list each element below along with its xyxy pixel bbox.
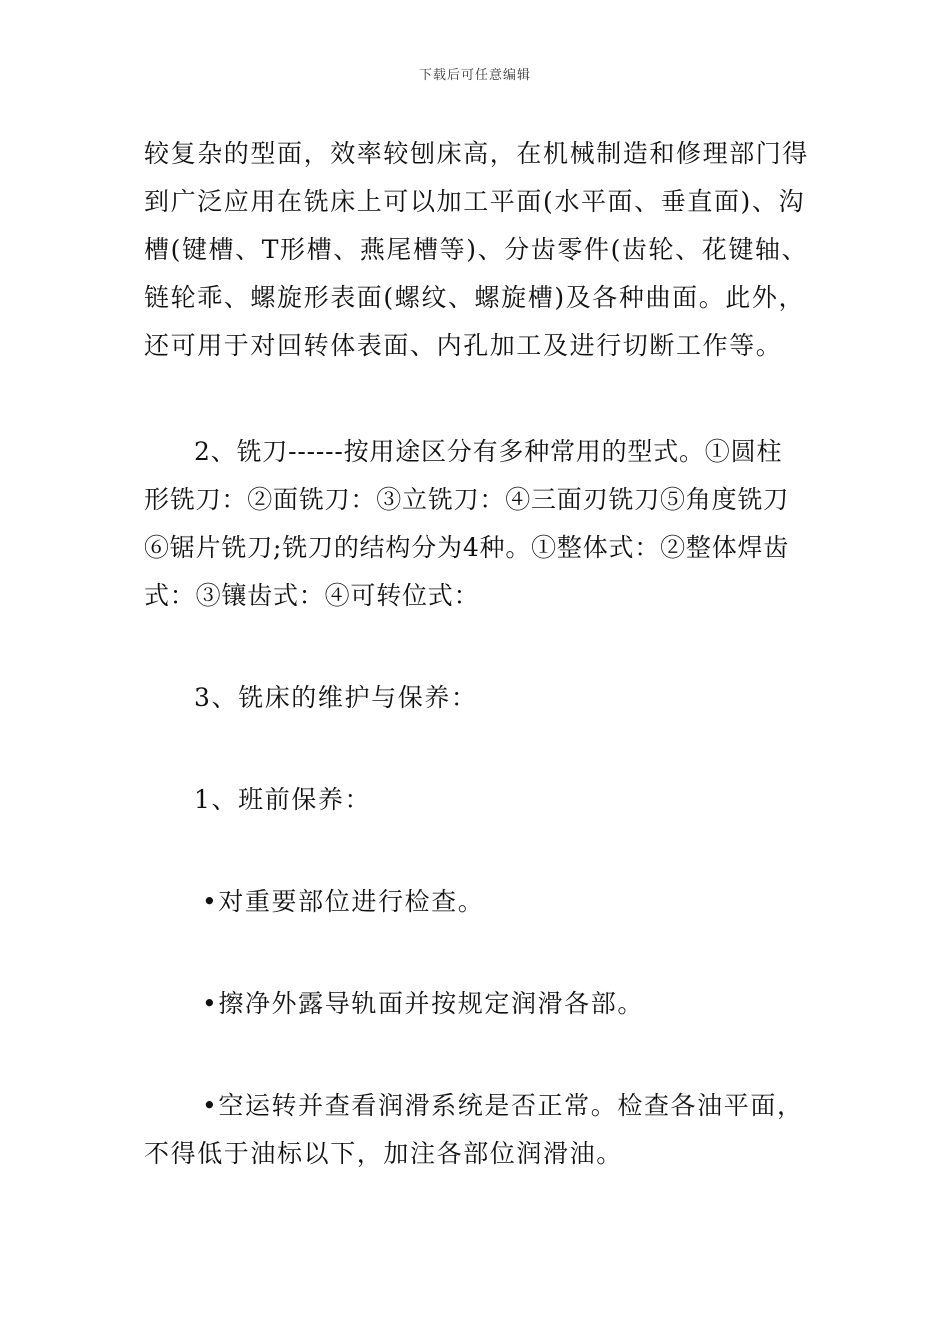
text-line: ⑥锯片铣刀;铣刀的结构分为4种。①整体式：②整体焊齿 bbox=[144, 533, 790, 562]
bullet-item bbox=[144, 878, 809, 926]
text-line: 2、铣刀------按用途区分有多种常用的型式。①圆柱 bbox=[194, 437, 783, 466]
text-line: 1、班前保养： bbox=[194, 785, 372, 814]
text-line: 链轮乖、螺旋形表面(螺纹、螺旋槽)及各种曲面。此外， bbox=[144, 283, 806, 312]
text-line: •擦净外露导轨面并按规定润滑各部。 bbox=[202, 989, 644, 1018]
document-body bbox=[144, 130, 809, 1178]
text-line: 不得低于油标以下，加注各部位润滑油。 bbox=[144, 1139, 623, 1168]
text-line: 3、铣床的维护与保养： bbox=[194, 683, 478, 712]
text-line: 式：③镶齿式：④可转位式： bbox=[144, 581, 480, 610]
paragraph-milling-cutters bbox=[144, 428, 809, 620]
text-line: 槽(键槽、T形槽、燕尾槽等)、分齿零件(齿轮、花键轴、 bbox=[144, 235, 809, 264]
text-line: 形铣刀：②面铣刀：③立铣刀：④三面刃铣刀⑤角度铣刀 bbox=[144, 485, 790, 514]
text-line: 较复杂的型面，效率较刨床高，在机械制造和修理部门得 bbox=[144, 139, 810, 168]
text-line: 到广泛应用在铣床上可以加工平面(水平面、垂直面)、沟 bbox=[144, 187, 806, 216]
heading-pre-shift bbox=[144, 776, 809, 824]
bullet-item bbox=[144, 1082, 809, 1178]
text-line: •对重要部位进行检查。 bbox=[202, 887, 485, 916]
heading-maintenance bbox=[144, 674, 809, 722]
text-line: 还可用于对回转体表面、内孔加工及进行切断工作等。 bbox=[144, 331, 783, 360]
page-header: 下载后可任意编辑 bbox=[418, 68, 531, 83]
text-line: •空运转并查看润滑系统是否正常。检查各油平面， bbox=[202, 1091, 804, 1120]
paragraph-milling-applications bbox=[144, 130, 809, 370]
bullet-item bbox=[144, 980, 809, 1028]
